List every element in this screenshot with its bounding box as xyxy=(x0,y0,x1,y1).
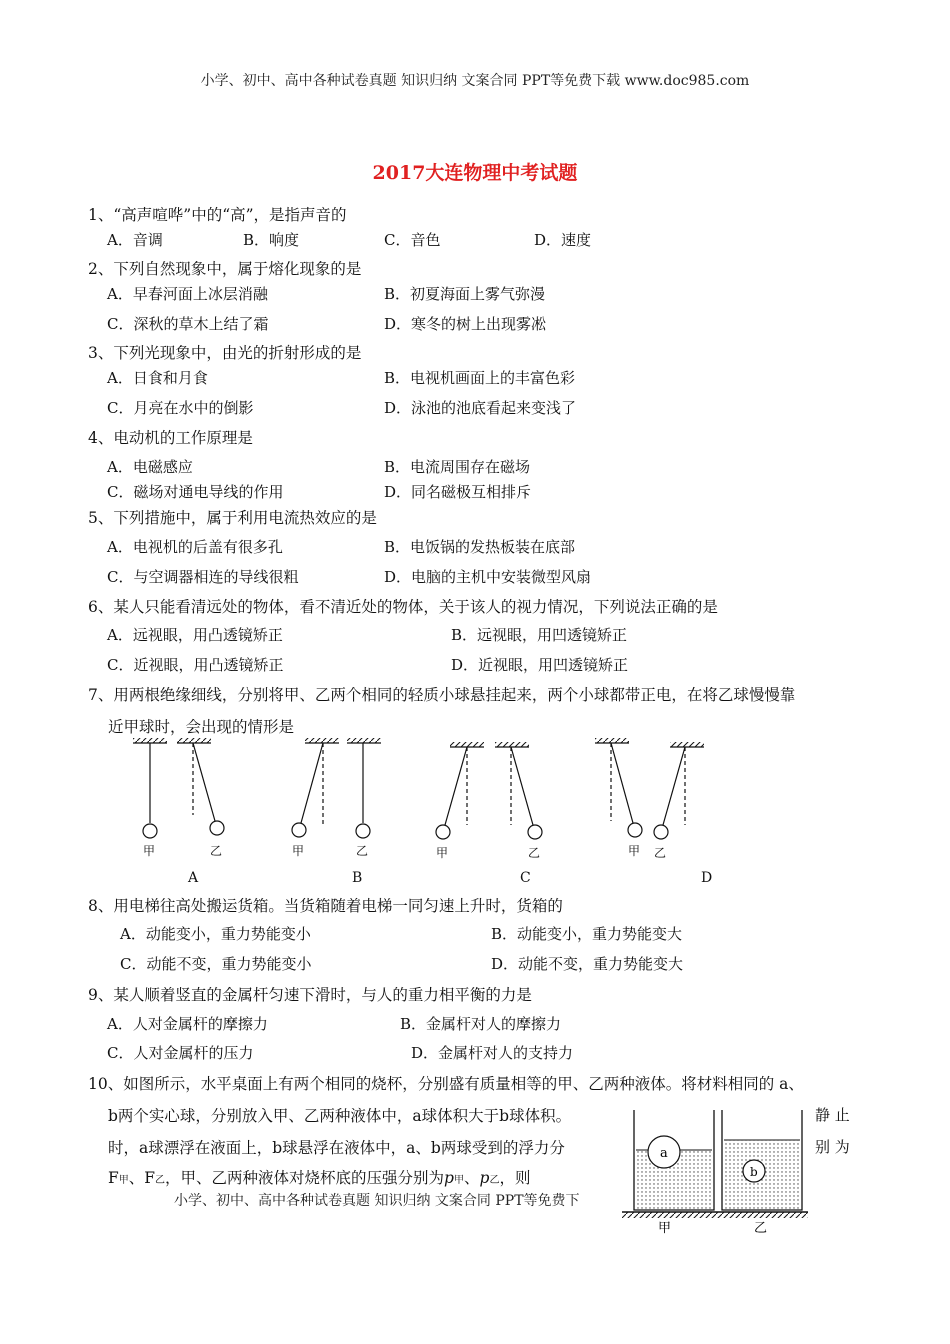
q6-stem: 6、某人只能看清远处的物体，看不清近处的物体，关于该人的视力情况，下列说法正确的是 xyxy=(88,598,718,616)
q4-option-a: A．电磁感应 xyxy=(107,458,193,476)
q7-label-a: A xyxy=(188,870,199,886)
q3-option-a: A．日食和月食 xyxy=(107,369,208,387)
q5-stem: 5、下列措施中，属于利用电流热效应的是 xyxy=(88,509,377,527)
q2-option-b: B．初夏海面上雾气弥漫 xyxy=(384,285,546,303)
pendulum-option-a xyxy=(133,738,224,838)
pendulum-option-b xyxy=(292,738,381,838)
q10-sub-yi: 乙 xyxy=(155,1175,166,1186)
q3-option-b: B．电视机画面上的丰富色彩 xyxy=(384,369,576,387)
page-header: 小学、初中、高中各种试卷真题 知识归纳 文案合同 PPT等免费下载 www.doc985.com xyxy=(200,73,750,89)
q7-stem-continued: 近甲球时，会出现的情形是 xyxy=(108,718,295,736)
q5-option-d: D．电脑的主机中安装微型风扇 xyxy=(384,568,592,586)
q4-stem: 4、电动机的工作原理是 xyxy=(88,429,253,447)
q10-sub-jia: 甲 xyxy=(118,1175,129,1186)
q4-option-c: C．磁场对通电导线的作用 xyxy=(107,483,284,501)
q3-option-d: D．泳池的池底看起来变浅了 xyxy=(384,399,577,417)
q9-option-c: C．人对金属杆的压力 xyxy=(107,1044,254,1062)
q3-stem: 3、下列光现象中，由光的折射形成的是 xyxy=(88,344,362,362)
q9-option-d: D．金属杆对人的支持力 xyxy=(411,1044,574,1062)
q10-sep: 、 xyxy=(463,1169,480,1187)
page-footer: 小学、初中、高中各种试卷真题 知识归纳 文案合同 PPT等免费下 xyxy=(174,1193,580,1209)
q2-option-a: A．早春河面上冰层消融 xyxy=(107,285,268,303)
q10-stem: 10、如图所示，水平桌面上有两个相同的烧杯，分别盛有质量相等的甲、乙两种液体。将材料相同的 a、 xyxy=(88,1075,804,1093)
label-jia-a: 甲 xyxy=(143,844,156,858)
q10-f: F xyxy=(108,1169,119,1187)
q10-p1: p xyxy=(444,1169,454,1187)
q10-line-3-right: 别 为 xyxy=(815,1138,850,1156)
q1-option-a: A．音调 xyxy=(107,231,163,249)
table-hatch xyxy=(622,1212,808,1218)
q8-option-a: A．动能变小，重力势能变小 xyxy=(120,925,311,943)
q2-stem: 2、下列自然现象中，属于熔化现象的是 xyxy=(88,260,362,278)
q1-option-c: C．音色 xyxy=(384,231,441,249)
q10-line-2: b两个实心球，分别放入甲、乙两种液体中，a球体积大于b球体积。 xyxy=(108,1107,572,1125)
beaker-jia-label: 甲 xyxy=(658,1221,672,1234)
q10-line-4 xyxy=(108,1166,530,1188)
label-jia-d: 甲 xyxy=(628,844,641,858)
q10-end: ，则 xyxy=(499,1169,531,1187)
label-yi-c: 乙 xyxy=(528,846,541,860)
label-yi-a: 乙 xyxy=(210,844,223,858)
pendulum-option-d xyxy=(595,738,704,839)
beaker-yi-label: 乙 xyxy=(754,1221,768,1234)
q2-option-d: D．寒冬的树上出现雾凇 xyxy=(384,315,547,333)
q10-mid: ，甲、乙两种液体对烧杯底的压强分别为 xyxy=(165,1169,445,1187)
q5-option-b: B．电饭锅的发热板装在底部 xyxy=(384,538,576,556)
q7-label-c: C xyxy=(520,870,531,886)
q7-pendulum-figure xyxy=(125,735,725,865)
q5-option-a: A．电视机的后盖有很多孔 xyxy=(107,538,283,556)
q8-option-b: B．动能变小，重力势能变大 xyxy=(491,925,683,943)
q6-option-d: D．近视眼，用凹透镜矫正 xyxy=(451,656,629,674)
q9-option-a: A．人对金属杆的摩擦力 xyxy=(107,1015,268,1033)
label-jia-c: 甲 xyxy=(436,846,449,860)
q7-label-d: D xyxy=(701,870,713,886)
q10-sub-jia-2: 甲 xyxy=(453,1175,464,1186)
q6-option-b: B．远视眼，用凹透镜矫正 xyxy=(451,626,628,644)
label-jia-b: 甲 xyxy=(292,844,305,858)
q1-option-d: D．速度 xyxy=(534,231,592,249)
ball-a-label: a xyxy=(660,1146,668,1161)
ball-b-label: b xyxy=(750,1165,758,1179)
page-title: 2017大连物理中考试题 xyxy=(372,162,578,184)
label-yi-b: 乙 xyxy=(356,844,369,858)
label-yi-d: 乙 xyxy=(654,846,667,860)
q10-f2: 、F xyxy=(128,1169,156,1187)
q10-line-3: 时，a球漂浮在液面上，b球悬浮在液体中，a、b两球受到的浮力分 xyxy=(108,1139,565,1157)
q10-line-2-right: 静 止 xyxy=(815,1106,850,1124)
q9-option-b: B．金属杆对人的摩擦力 xyxy=(400,1015,562,1033)
q7-stem: 7、用两根绝缘细线，分别将甲、乙两个相同的轻质小球悬挂起来，两个小球都带正电，在将乙球慢慢靠 xyxy=(88,686,796,704)
q8-option-d: D．动能不变，重力势能变大 xyxy=(491,955,684,973)
q1-option-b: B．响度 xyxy=(243,231,300,249)
q10-sub-yi-2: 乙 xyxy=(489,1175,500,1186)
q5-option-c: C．与空调器相连的导线很粗 xyxy=(107,568,299,586)
q6-option-a: A．远视眼，用凸透镜矫正 xyxy=(107,626,283,644)
pendulum-option-c xyxy=(436,742,542,839)
q3-option-c: C．月亮在水中的倒影 xyxy=(107,399,254,417)
q7-label-b: B xyxy=(352,870,363,886)
q9-stem: 9、某人顺着竖直的金属杆匀速下滑时，与人的重力相平衡的力是 xyxy=(88,986,532,1004)
q10-beaker-figure xyxy=(620,1106,810,1234)
q1-stem: 1、“高声喧哗”中的“高”，是指声音的 xyxy=(88,206,347,224)
q8-option-c: C．动能不变，重力势能变小 xyxy=(120,955,312,973)
q10-p2: p xyxy=(479,1169,490,1187)
q4-option-d: D．同名磁极互相排斥 xyxy=(384,483,532,501)
q6-option-c: C．近视眼，用凸透镜矫正 xyxy=(107,656,284,674)
q4-option-b: B．电流周围存在磁场 xyxy=(384,458,531,476)
q2-option-c: C．深秋的草木上结了霜 xyxy=(107,315,269,333)
q8-stem: 8、用电梯往高处搬运货箱。当货箱随着电梯一同匀速上升时，货箱的 xyxy=(88,897,563,915)
